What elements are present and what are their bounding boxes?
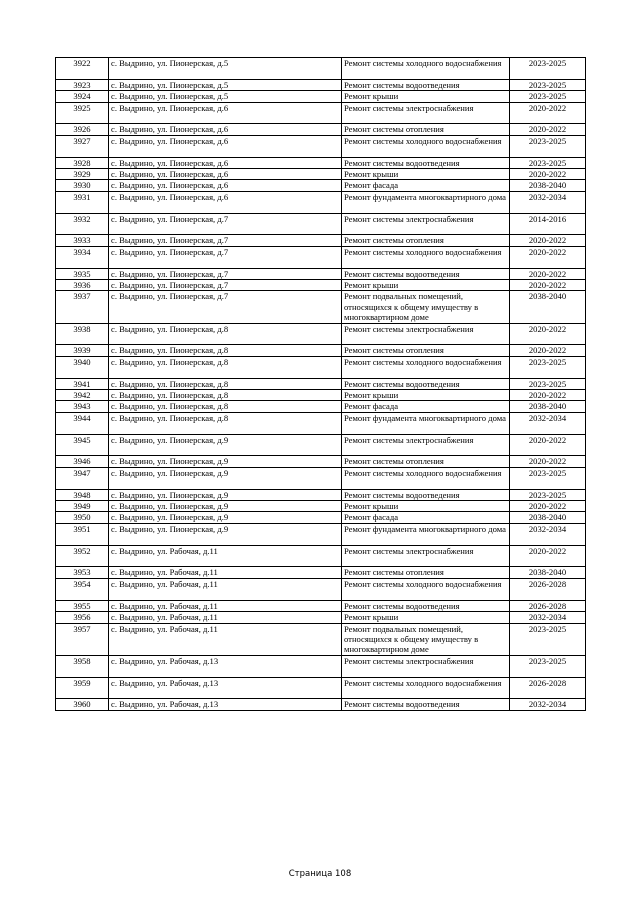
row-number-cell: 3960	[56, 699, 109, 710]
row-number-cell: 3940	[56, 356, 109, 378]
table-row	[56, 467, 586, 489]
work-type-cell: Ремонт системы электроснабжения	[342, 545, 510, 567]
work-type-cell: Ремонт системы холодного водоснабжения	[342, 578, 510, 600]
work-type-cell: Ремонт системы водоотведения	[342, 489, 510, 500]
row-number-cell: 3947	[56, 467, 109, 489]
work-type-cell: Ремонт системы холодного водоснабжения	[342, 467, 510, 489]
address-cell: с. Выдрино, ул. Пионерская, д.9	[109, 523, 342, 545]
table-row	[56, 280, 586, 291]
address-cell: с. Выдрино, ул. Пионерская, д.7	[109, 246, 342, 268]
table-row	[56, 157, 586, 168]
address-cell: с. Выдрино, ул. Пионерская, д.8	[109, 401, 342, 412]
address-cell: с. Выдрино, ул. Пионерская, д.9	[109, 512, 342, 523]
work-type-cell: Ремонт системы холодного водоснабжения	[342, 135, 510, 157]
row-number-cell: 3943	[56, 401, 109, 412]
address-cell: с. Выдрино, ул. Пионерская, д.8	[109, 378, 342, 389]
table-row	[56, 124, 586, 135]
row-number-cell: 3941	[56, 378, 109, 389]
period-cell: 2038-2040	[510, 291, 586, 323]
address-cell: с. Выдрино, ул. Пионерская, д.6	[109, 180, 342, 191]
table-row	[56, 434, 586, 456]
register-table	[55, 57, 586, 711]
row-number-cell: 3924	[56, 91, 109, 102]
row-number-cell: 3948	[56, 489, 109, 500]
row-number-cell: 3946	[56, 456, 109, 467]
period-cell: 2020-2022	[510, 124, 586, 135]
work-type-cell: Ремонт системы отопления	[342, 456, 510, 467]
period-cell: 2020-2022	[510, 545, 586, 567]
page-footer	[0, 869, 640, 879]
row-number-cell: 3935	[56, 268, 109, 279]
work-type-cell: Ремонт крыши	[342, 612, 510, 623]
row-number-cell: 3927	[56, 135, 109, 157]
work-type-cell: Ремонт фасада	[342, 512, 510, 523]
period-cell: 2020-2022	[510, 280, 586, 291]
row-number-cell: 3952	[56, 545, 109, 567]
address-cell: с. Выдрино, ул. Рабочая, д.11	[109, 578, 342, 600]
address-cell: с. Выдрино, ул. Рабочая, д.13	[109, 699, 342, 710]
address-cell: с. Выдрино, ул. Пионерская, д.9	[109, 501, 342, 512]
address-cell: с. Выдрино, ул. Пионерская, д.6	[109, 191, 342, 213]
period-cell: 2032-2034	[510, 412, 586, 434]
row-number-cell: 3955	[56, 600, 109, 611]
work-type-cell: Ремонт фасада	[342, 401, 510, 412]
period-cell: 2026-2028	[510, 677, 586, 699]
table-row	[56, 501, 586, 512]
table-row	[56, 390, 586, 401]
table-row	[56, 58, 586, 80]
register-table-body	[56, 58, 586, 711]
period-cell: 2023-2025	[510, 157, 586, 168]
row-number-cell: 3934	[56, 246, 109, 268]
work-type-cell: Ремонт системы холодного водоснабжения	[342, 677, 510, 699]
table-row	[56, 169, 586, 180]
table-row	[56, 567, 586, 578]
period-cell: 2023-2025	[510, 135, 586, 157]
work-type-cell: Ремонт системы холодного водоснабжения	[342, 246, 510, 268]
table-row	[56, 180, 586, 191]
period-cell: 2020-2022	[510, 345, 586, 356]
address-cell: с. Выдрино, ул. Пионерская, д.7	[109, 213, 342, 235]
address-cell: с. Выдрино, ул. Пионерская, д.6	[109, 169, 342, 180]
work-type-cell: Ремонт системы холодного водоснабжения	[342, 58, 510, 80]
work-type-cell: Ремонт крыши	[342, 501, 510, 512]
address-cell: с. Выдрино, ул. Пионерская, д.8	[109, 345, 342, 356]
table-row	[56, 677, 586, 699]
address-cell: с. Выдрино, ул. Рабочая, д.13	[109, 655, 342, 677]
period-cell: 2038-2040	[510, 567, 586, 578]
period-cell: 2023-2025	[510, 91, 586, 102]
work-type-cell: Ремонт подвальных помещений, относящихся к общему имуществу в многоквартирном доме	[342, 623, 510, 655]
table-row	[56, 699, 586, 710]
period-cell: 2023-2025	[510, 79, 586, 90]
work-type-cell: Ремонт системы холодного водоснабжения	[342, 356, 510, 378]
period-cell: 2038-2040	[510, 401, 586, 412]
row-number-cell: 3954	[56, 578, 109, 600]
work-type-cell: Ремонт фундамента многоквартирного дома	[342, 523, 510, 545]
address-cell: с. Выдрино, ул. Пионерская, д.6	[109, 157, 342, 168]
work-type-cell: Ремонт фасада	[342, 180, 510, 191]
period-cell: 2020-2022	[510, 323, 586, 345]
period-cell: 2038-2040	[510, 180, 586, 191]
address-cell: с. Выдрино, ул. Пионерская, д.9	[109, 489, 342, 500]
table-row	[56, 291, 586, 323]
address-cell: с. Выдрино, ул. Рабочая, д.11	[109, 545, 342, 567]
work-type-cell: Ремонт системы электроснабжения	[342, 102, 510, 124]
table-row	[56, 456, 586, 467]
row-number-cell: 3930	[56, 180, 109, 191]
work-type-cell: Ремонт крыши	[342, 280, 510, 291]
row-number-cell: 3957	[56, 623, 109, 655]
period-cell: 2032-2034	[510, 699, 586, 710]
address-cell: с. Выдрино, ул. Пионерская, д.6	[109, 135, 342, 157]
work-type-cell: Ремонт системы электроснабжения	[342, 323, 510, 345]
table-row	[56, 323, 586, 345]
table-row	[56, 79, 586, 90]
address-cell: с. Выдрино, ул. Пионерская, д.9	[109, 467, 342, 489]
address-cell: с. Выдрино, ул. Пионерская, д.8	[109, 412, 342, 434]
work-type-cell: Ремонт системы водоотведения	[342, 600, 510, 611]
table-row	[56, 401, 586, 412]
address-cell: с. Выдрино, ул. Пионерская, д.9	[109, 434, 342, 456]
period-cell: 2014-2016	[510, 213, 586, 235]
period-cell: 2020-2022	[510, 390, 586, 401]
work-type-cell: Ремонт крыши	[342, 91, 510, 102]
period-cell: 2023-2025	[510, 623, 586, 655]
period-cell: 2020-2022	[510, 268, 586, 279]
row-number-cell: 3951	[56, 523, 109, 545]
row-number-cell: 3938	[56, 323, 109, 345]
period-cell: 2020-2022	[510, 169, 586, 180]
table-row	[56, 378, 586, 389]
work-type-cell: Ремонт системы отопления	[342, 345, 510, 356]
row-number-cell: 3929	[56, 169, 109, 180]
row-number-cell: 3922	[56, 58, 109, 80]
table-row	[56, 612, 586, 623]
address-cell: с. Выдрино, ул. Пионерская, д.7	[109, 268, 342, 279]
table-row	[56, 102, 586, 124]
row-number-cell: 3933	[56, 235, 109, 246]
period-cell: 2032-2034	[510, 523, 586, 545]
row-number-cell: 3953	[56, 567, 109, 578]
page-number: Страница 108	[288, 869, 352, 879]
period-cell: 2023-2025	[510, 655, 586, 677]
period-cell: 2026-2028	[510, 578, 586, 600]
table-row	[56, 623, 586, 655]
row-number-cell: 3923	[56, 79, 109, 90]
work-type-cell: Ремонт системы водоотведения	[342, 79, 510, 90]
row-number-cell: 3931	[56, 191, 109, 213]
period-cell: 2023-2025	[510, 356, 586, 378]
address-cell: с. Выдрино, ул. Рабочая, д.11	[109, 600, 342, 611]
work-type-cell: Ремонт фундамента многоквартирного дома	[342, 412, 510, 434]
row-number-cell: 3937	[56, 291, 109, 323]
table-row	[56, 213, 586, 235]
period-cell: 2020-2022	[510, 456, 586, 467]
period-cell: 2020-2022	[510, 246, 586, 268]
period-cell: 2020-2022	[510, 102, 586, 124]
row-number-cell: 3958	[56, 655, 109, 677]
address-cell: с. Выдрино, ул. Пионерская, д.8	[109, 323, 342, 345]
work-type-cell: Ремонт системы отопления	[342, 235, 510, 246]
row-number-cell: 3944	[56, 412, 109, 434]
table-row	[56, 345, 586, 356]
period-cell: 2023-2025	[510, 378, 586, 389]
table-row	[56, 578, 586, 600]
period-cell: 2023-2025	[510, 58, 586, 80]
work-type-cell: Ремонт системы водоотведения	[342, 157, 510, 168]
address-cell: с. Выдрино, ул. Рабочая, д.13	[109, 677, 342, 699]
work-type-cell: Ремонт системы отопления	[342, 567, 510, 578]
work-type-cell: Ремонт системы электроснабжения	[342, 655, 510, 677]
period-cell: 2020-2022	[510, 434, 586, 456]
work-type-cell: Ремонт системы отопления	[342, 124, 510, 135]
period-cell: 2026-2028	[510, 600, 586, 611]
work-type-cell: Ремонт системы электроснабжения	[342, 213, 510, 235]
table-row	[56, 268, 586, 279]
address-cell: с. Выдрино, ул. Пионерская, д.7	[109, 291, 342, 323]
table-row	[56, 489, 586, 500]
address-cell: с. Выдрино, ул. Пионерская, д.7	[109, 280, 342, 291]
work-type-cell: Ремонт фундамента многоквартирного дома	[342, 191, 510, 213]
work-type-cell: Ремонт крыши	[342, 390, 510, 401]
period-cell: 2023-2025	[510, 467, 586, 489]
row-number-cell: 3945	[56, 434, 109, 456]
address-cell: с. Выдрино, ул. Рабочая, д.11	[109, 623, 342, 655]
address-cell: с. Выдрино, ул. Пионерская, д.5	[109, 79, 342, 90]
row-number-cell: 3925	[56, 102, 109, 124]
row-number-cell: 3950	[56, 512, 109, 523]
work-type-cell: Ремонт крыши	[342, 169, 510, 180]
work-type-cell: Ремонт системы электроснабжения	[342, 434, 510, 456]
row-number-cell: 3942	[56, 390, 109, 401]
row-number-cell: 3939	[56, 345, 109, 356]
address-cell: с. Выдрино, ул. Рабочая, д.11	[109, 567, 342, 578]
address-cell: с. Выдрино, ул. Пионерская, д.5	[109, 58, 342, 80]
work-type-cell: Ремонт системы водоотведения	[342, 378, 510, 389]
row-number-cell: 3956	[56, 612, 109, 623]
table-row	[56, 191, 586, 213]
address-cell: с. Выдрино, ул. Пионерская, д.6	[109, 102, 342, 124]
period-cell: 2020-2022	[510, 501, 586, 512]
address-cell: с. Выдрино, ул. Пионерская, д.9	[109, 456, 342, 467]
row-number-cell: 3949	[56, 501, 109, 512]
row-number-cell: 3928	[56, 157, 109, 168]
address-cell: с. Выдрино, ул. Пионерская, д.5	[109, 91, 342, 102]
table-row	[56, 235, 586, 246]
row-number-cell: 3932	[56, 213, 109, 235]
row-number-cell: 3926	[56, 124, 109, 135]
address-cell: с. Выдрино, ул. Пионерская, д.8	[109, 390, 342, 401]
row-number-cell: 3936	[56, 280, 109, 291]
table-row	[56, 412, 586, 434]
address-cell: с. Выдрино, ул. Пионерская, д.6	[109, 124, 342, 135]
period-cell: 2020-2022	[510, 235, 586, 246]
period-cell: 2038-2040	[510, 512, 586, 523]
work-type-cell: Ремонт подвальных помещений, относящихся к общему имуществу в многоквартирном доме	[342, 291, 510, 323]
work-type-cell: Ремонт системы водоотведения	[342, 699, 510, 710]
period-cell: 2032-2034	[510, 191, 586, 213]
table-row	[56, 655, 586, 677]
table-row	[56, 523, 586, 545]
address-cell: с. Выдрино, ул. Пионерская, д.7	[109, 235, 342, 246]
table-row	[56, 91, 586, 102]
period-cell: 2023-2025	[510, 489, 586, 500]
work-type-cell: Ремонт системы водоотведения	[342, 268, 510, 279]
address-cell: с. Выдрино, ул. Пионерская, д.8	[109, 356, 342, 378]
table-row	[56, 512, 586, 523]
table-row	[56, 545, 586, 567]
table-row	[56, 246, 586, 268]
table-row	[56, 135, 586, 157]
table-row	[56, 356, 586, 378]
period-cell: 2032-2034	[510, 612, 586, 623]
row-number-cell: 3959	[56, 677, 109, 699]
address-cell: с. Выдрино, ул. Рабочая, д.11	[109, 612, 342, 623]
table-row	[56, 600, 586, 611]
